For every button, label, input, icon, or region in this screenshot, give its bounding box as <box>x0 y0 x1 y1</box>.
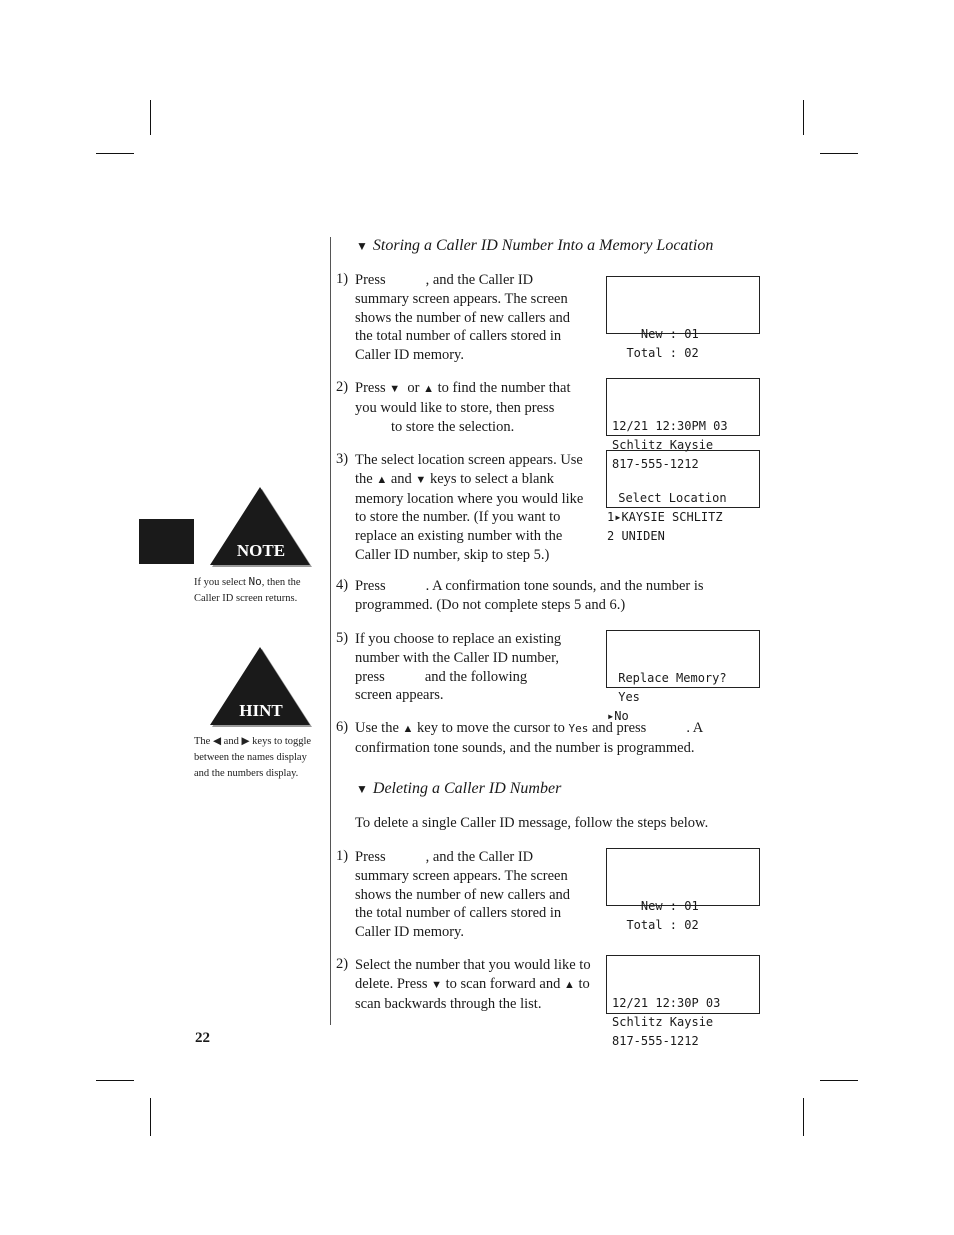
lcd-screen-caller-entry: 12/21 12:30PM 03 Schlitz Kaysie 817-555-1212 <box>606 378 760 436</box>
delete-step-2-text: Select the number that you would like to delete. Press ▼ to scan forward and ▲ to scan backwards through the list. <box>355 957 591 1012</box>
lcd-screen-select-location: Select Location 1▸KAYSIE SCHLITZ 2 UNIDEN <box>606 450 760 508</box>
up-triangle-icon: ▲ <box>376 473 388 486</box>
lcd-screen-summary: New : 01 Total : 02 <box>606 276 760 334</box>
down-triangle-icon: ▼ <box>431 978 442 991</box>
note-badge <box>205 487 315 571</box>
section-intro: To delete a single Caller ID message, follow the steps below. <box>355 815 709 831</box>
step-number: 2) <box>336 956 349 972</box>
up-triangle-icon: ▲ <box>423 383 434 395</box>
crop-mark <box>96 153 134 154</box>
step-1-text: Press , and the Caller ID summary screen appears. The screen shows the number of new callers and the total number of callers stored in Caller ID memory. <box>355 272 571 364</box>
section-title-storing: ▼ Storing a Caller ID Number Into a Memory Location <box>356 237 714 254</box>
page-number: 22 <box>195 1030 210 1046</box>
step-2-text: Press ▼ or ▲ to find the number that you would like to store, then press to store the selection. <box>355 380 571 435</box>
down-triangle-icon: ▼ <box>356 782 368 796</box>
step-number: 6) <box>336 719 349 735</box>
step-number: 1) <box>336 848 349 864</box>
step-number: 2) <box>336 379 349 395</box>
step-number: 1) <box>336 271 349 287</box>
section-title-deleting: ▼ Deleting a Caller ID Number <box>356 780 562 797</box>
hint-text: The ◀ and ▶ keys to toggle between the names display and the numbers display. <box>194 736 312 779</box>
crop-mark <box>803 1098 804 1136</box>
crop-mark <box>803 100 804 135</box>
down-triangle-icon: ▼ <box>389 383 401 395</box>
up-triangle-icon: ▲ <box>402 723 414 735</box>
crop-mark <box>150 100 151 135</box>
hint-badge <box>205 647 315 731</box>
chapter-tab <box>139 519 194 564</box>
right-triangle-icon: ▶ <box>241 736 250 747</box>
column-divider <box>330 237 331 1025</box>
step-4-text: Press . A confirmation tone sounds, and the number is programmed. (Do not complete steps 5 and 6.) <box>355 578 704 613</box>
step-number: 4) <box>336 577 349 593</box>
down-triangle-icon: ▼ <box>415 473 427 486</box>
lcd-screen-caller-entry: 12/21 12:30P 03 Schlitz Kaysie 817-555-1212 <box>606 955 760 1014</box>
lcd-screen-replace-memory: Replace Memory? Yes ▸No <box>606 630 760 688</box>
down-triangle-icon: ▼ <box>356 239 368 253</box>
left-triangle-icon: ◀ <box>212 736 222 747</box>
hint-label: HINT <box>239 701 283 720</box>
note-label: NOTE <box>236 541 286 560</box>
crop-mark <box>820 153 858 154</box>
step-6-text: Use the ▲ key to move the cursor to Yes and press . A confirmation tone sounds, and the number is programmed. <box>355 720 703 756</box>
step-5-text: If you choose to replace an existing number with the Caller ID number, press and the following screen appears. <box>355 631 562 704</box>
step-number: 5) <box>336 630 349 646</box>
up-triangle-icon: ▲ <box>564 978 575 991</box>
step-number: 3) <box>336 451 349 467</box>
delete-step-1-text: Press , and the Caller ID summary screen appears. The screen shows the number of new callers and the total number of callers stored in Caller ID memory. <box>355 849 571 941</box>
crop-mark <box>96 1080 134 1081</box>
step-3-text: The select location screen appears. Use the ▲ and ▼ keys to select a blank memory location where you would like to store the number. (If you want to replace an existing number with the Caller ID number, skip to step 5.) <box>355 452 584 563</box>
crop-mark <box>150 1098 151 1136</box>
crop-mark <box>820 1080 858 1081</box>
no-option-text: No <box>248 575 262 588</box>
yes-option-text: Yes <box>568 722 589 735</box>
note-text: If you select No, then the Caller ID screen returns. <box>194 575 301 604</box>
lcd-screen-summary: New : 01 Total : 02 <box>606 848 760 906</box>
